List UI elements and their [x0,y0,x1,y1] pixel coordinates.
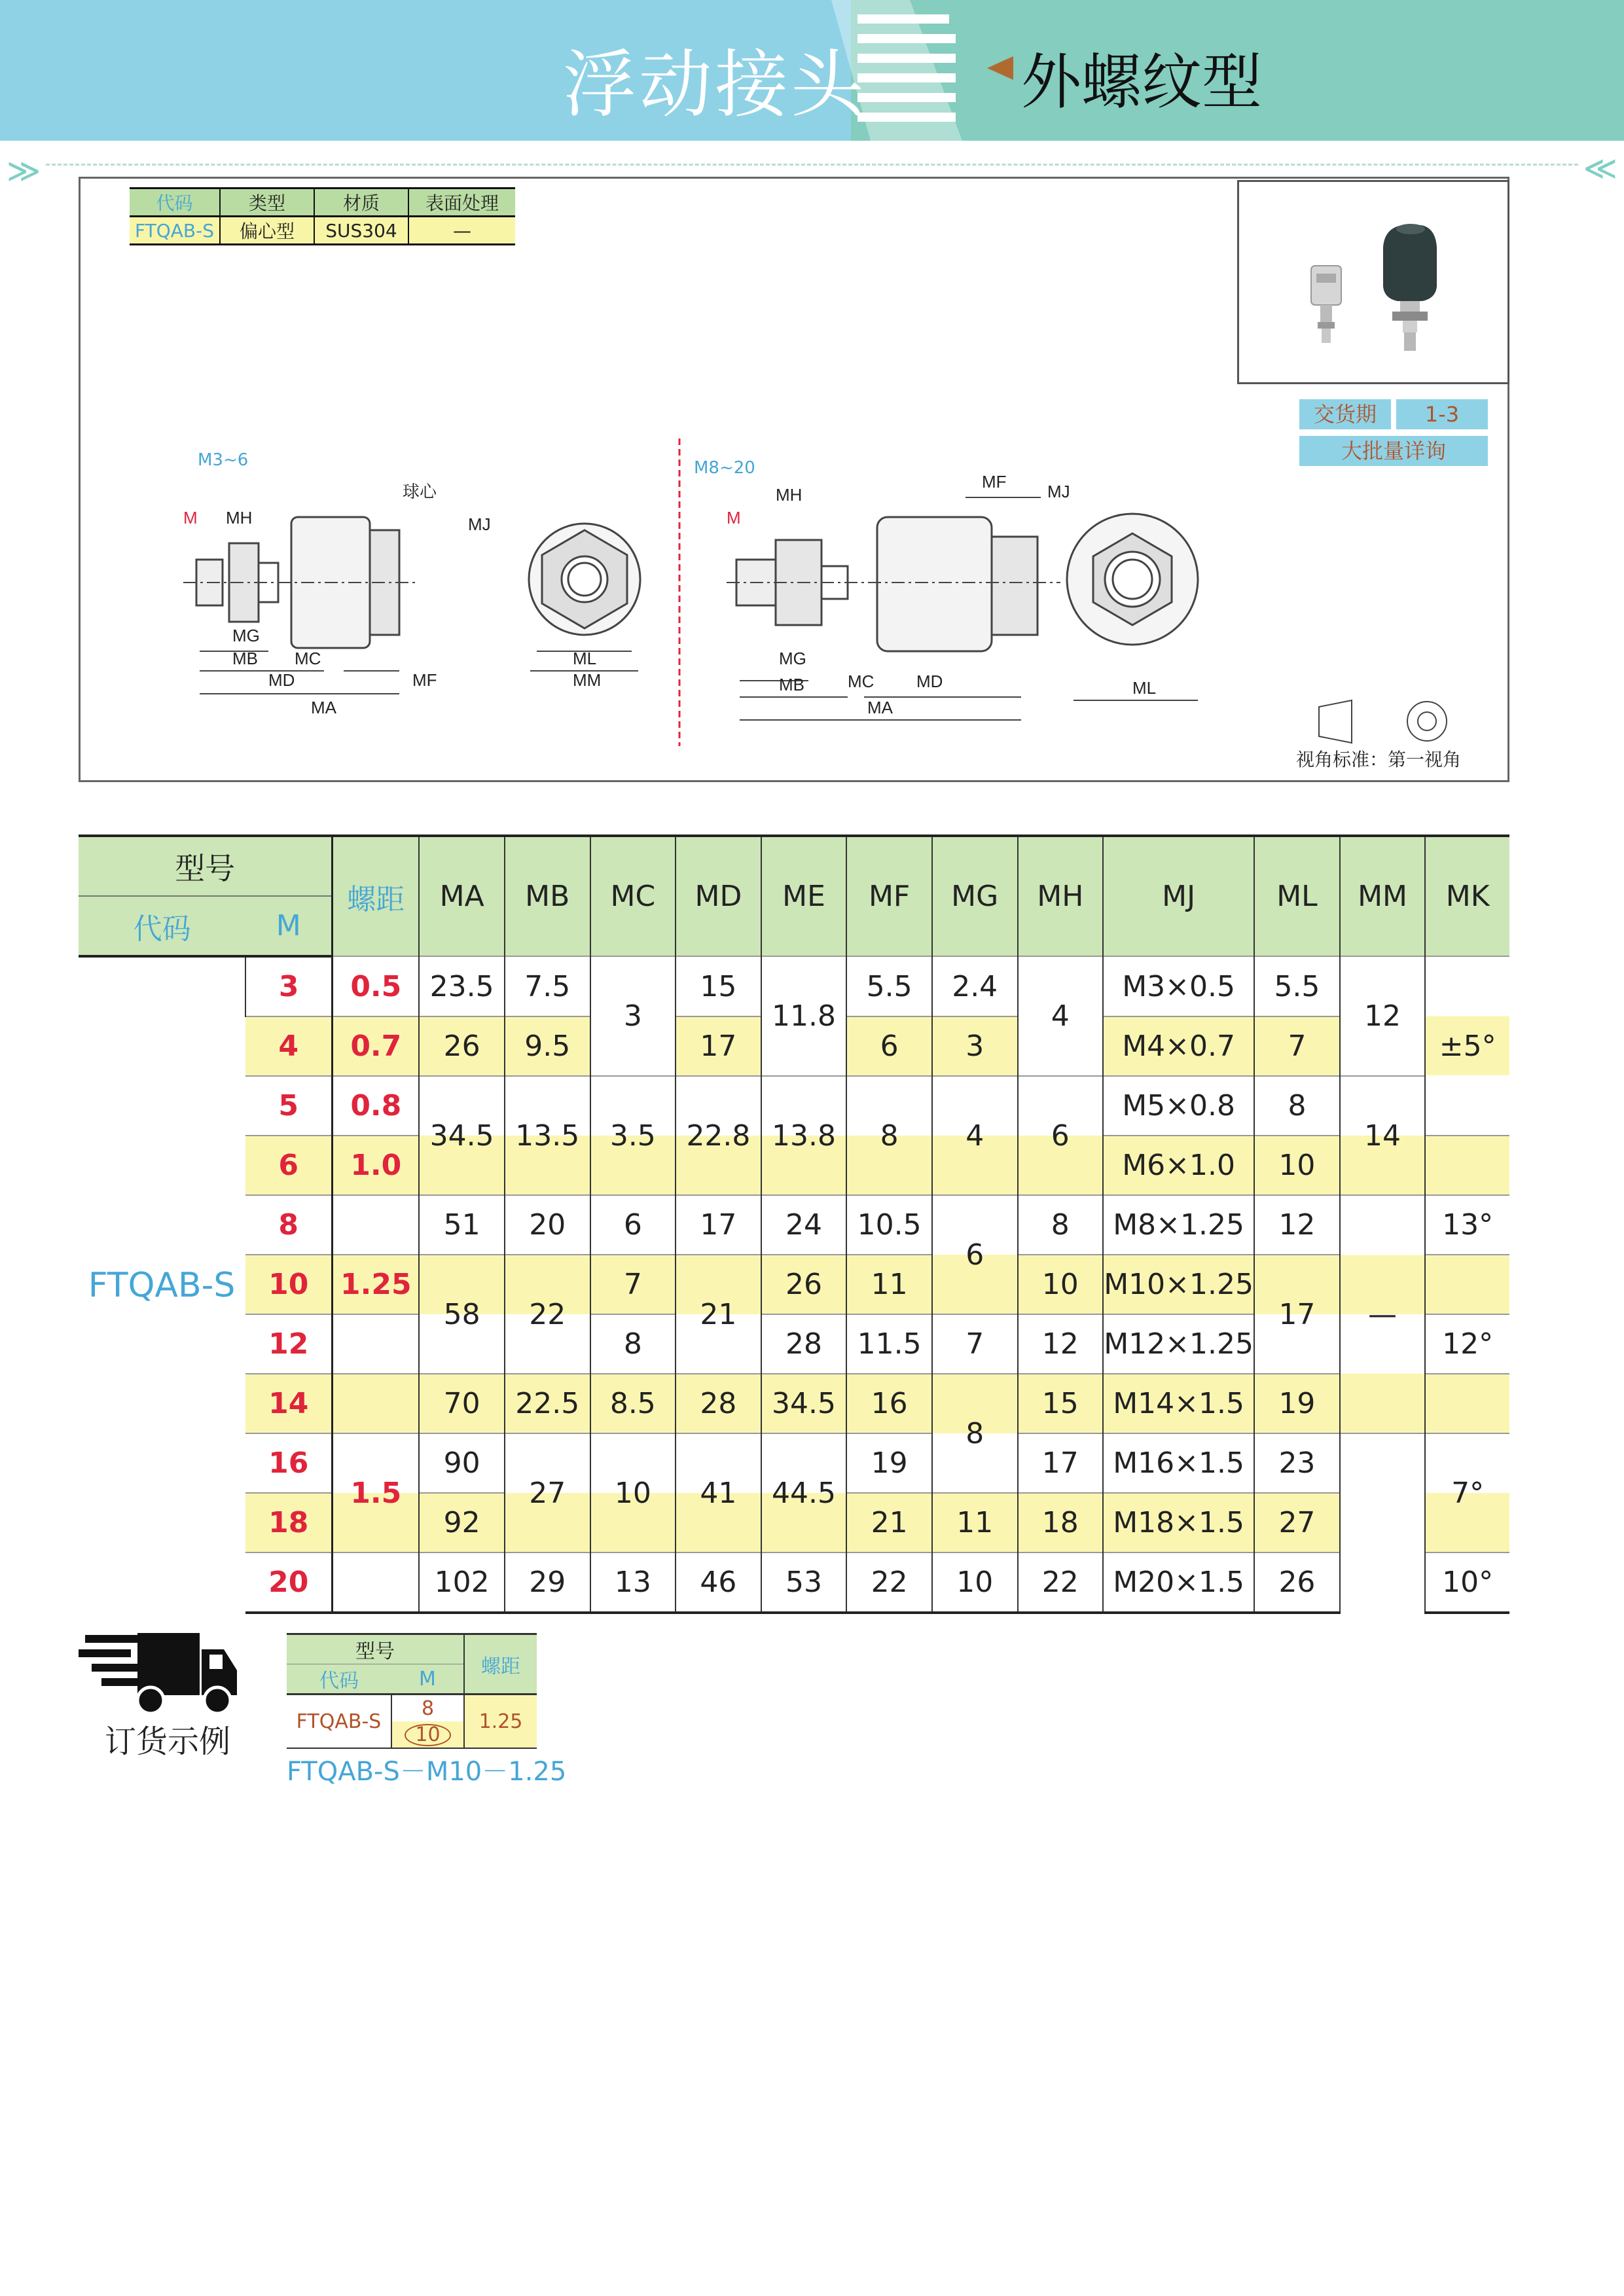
table-cell: 22.5 [505,1374,590,1433]
table-cell: 27 [1254,1493,1340,1552]
table-cell: 2.4 [932,956,1018,1016]
table-cell: 26 [419,1016,505,1076]
chevron-left-icon: ≪ [1583,149,1617,187]
table-cell: 8 [1254,1076,1340,1136]
page-title: 浮动接头 [563,43,867,128]
delivery-bulk: 大批量详询 [1299,436,1488,466]
range-label-large: M8~20 [694,458,755,478]
order-m-header: M [391,1664,464,1695]
header-col: MF [846,836,932,956]
table-cell: 3 [590,956,676,1076]
order-table [287,1633,537,1749]
table-cell: 22 [1018,1552,1104,1613]
m-cell: 8 [245,1195,333,1255]
table-cell [1425,1255,1509,1314]
dim-label: MD [268,670,295,690]
spec-value: 偏心型 [220,217,314,245]
header-col: MH [1018,836,1104,956]
range-label-small: M3~6 [198,450,249,470]
dim-label: M [183,508,198,528]
spec-value: SUS304 [314,217,408,245]
dim-label: MJ [1047,482,1070,501]
pitch-cell: 1.25 [333,1255,420,1314]
pitch-cell [333,1314,420,1374]
table-cell: — [1340,1195,1426,1433]
table-cell: 3 [932,1016,1018,1076]
dim-label: MH [226,508,253,528]
table-cell: 27 [505,1433,590,1552]
dim-label: M [727,508,741,528]
header-col: MB [505,836,590,956]
table-cell: 22.8 [676,1076,761,1195]
table-cell: 6 [1018,1076,1104,1195]
table-cell: 53 [761,1552,847,1613]
table-cell: 7 [590,1255,676,1314]
table-cell: 26 [761,1255,847,1314]
pitch-cell: 0.5 [333,956,420,1016]
table-cell: 4 [1018,956,1104,1076]
header-col: MM [1340,836,1426,956]
view-standard: 视角标准：第一视角 [1296,749,1462,770]
table-cell: 34.5 [761,1374,847,1433]
m-cell: 16 [245,1433,333,1493]
m-cell: 14 [245,1374,333,1433]
order-code-header: 代码 [287,1664,391,1695]
table-cell: 6 [846,1016,932,1076]
table-cell: 14 [1340,1076,1426,1195]
table-cell: M5×0.8 [1103,1076,1254,1136]
table-cell: 51 [419,1195,505,1255]
dim-label: MG [232,626,260,645]
table-cell: 92 [419,1493,505,1552]
dim-label: MJ [468,514,491,534]
pitch-cell [333,1374,420,1433]
page-subtitle: 外螺纹型 [1021,47,1263,117]
table-cell: 11.5 [846,1314,932,1374]
table-cell: 12 [1018,1314,1104,1374]
table-cell: 10 [932,1552,1018,1613]
table-cell: 44.5 [761,1433,847,1552]
table-cell: 13 [590,1552,676,1613]
table-cell: 6 [590,1195,676,1255]
spec-header: 代码 [130,188,220,217]
order-model: 型号 [287,1634,464,1664]
technical-drawing [79,177,1509,782]
header-col: ME [761,836,847,956]
dim-label: MH [776,485,803,505]
spec-header: 表面处理 [425,192,499,214]
m-cell: 12 [245,1314,333,1374]
dim-label: ML [573,649,597,668]
triangle-icon [987,56,1013,80]
table-cell: M4×0.7 [1103,1016,1254,1076]
table-cell: M16×1.5 [1103,1433,1254,1493]
table-cell: 23 [1254,1433,1340,1493]
table-cell [1340,1433,1426,1613]
table-cell: 12 [1340,956,1426,1076]
pitch-cell: 1.0 [333,1136,420,1195]
table-cell: M12×1.25 [1103,1314,1254,1374]
dim-label: 球心 [403,482,437,501]
table-cell: 20 [505,1195,590,1255]
table-cell: 26 [1254,1552,1340,1613]
pitch-cell: 0.7 [333,1016,420,1076]
header-model: 型号 [79,836,333,896]
order-pitch: 1.25 [464,1695,537,1749]
table-cell: 22 [505,1255,590,1374]
table-cell: 41 [676,1433,761,1552]
pitch-cell [333,1552,420,1613]
table-cell: 12 [1254,1195,1340,1255]
table-cell: 7 [932,1314,1018,1374]
table-cell: 3.5 [590,1076,676,1195]
table-cell: 15 [676,956,761,1016]
table-cell: 12° [1425,1314,1509,1374]
table-cell: 34.5 [419,1076,505,1195]
table-cell: 8 [932,1374,1018,1493]
dim-label: MF [412,670,437,690]
table-cell: M18×1.5 [1103,1493,1254,1552]
table-cell: ±5° [1425,956,1509,1136]
table-cell [1425,1374,1509,1433]
table-cell: 22 [846,1552,932,1613]
dim-label: MB [779,675,804,694]
table-cell: 21 [676,1255,761,1374]
order-code: FTQAB-S [287,1695,391,1749]
dim-label: MF [982,472,1007,492]
table-cell: 5.5 [846,956,932,1016]
table-cell: 23.5 [419,956,505,1016]
table-cell: 15 [1018,1374,1104,1433]
table-cell: 9.5 [505,1016,590,1076]
table-cell: 10° [1425,1552,1509,1613]
table-cell: 5.5 [1254,956,1340,1016]
table-cell: M14×1.5 [1103,1374,1254,1433]
table-cell: 10 [1254,1136,1340,1195]
order-pitch-header: 螺距 [464,1634,537,1695]
dim-label: ML [1132,678,1157,698]
table-cell: M3×0.5 [1103,956,1254,1016]
header-col: MA [419,836,505,956]
spec-header: 类型 [220,188,314,217]
table-cell: M8×1.25 [1103,1195,1254,1255]
table-cell: 90 [419,1433,505,1493]
spec-value: FTQAB-S [130,217,220,245]
pitch-cell [333,1195,420,1255]
header-col: MD [676,836,761,956]
table-cell: 7° [1425,1433,1509,1552]
table-cell: 6 [932,1195,1018,1314]
table-cell: 8 [590,1314,676,1374]
header-col: ML [1254,836,1340,956]
dim-label: MA [311,698,336,717]
table-cell: 11 [846,1255,932,1314]
header-code: 代码 [79,896,245,956]
table-cell: 7.5 [505,956,590,1016]
order-example-label: 订货示例 [105,1723,231,1760]
table-cell: 16 [846,1374,932,1433]
header-col: MJ [1103,836,1254,956]
table-cell: 21 [846,1493,932,1552]
header-col: MK [1425,836,1509,956]
header-col: MG [932,836,1018,956]
order-m1: 8 [391,1695,464,1722]
header-col: MC [590,836,676,956]
table-cell: 18 [1018,1493,1104,1552]
header-m: M [245,896,333,956]
table-cell: 46 [676,1552,761,1613]
table-cell: 10 [1018,1255,1104,1314]
table-cell: 58 [419,1255,505,1374]
chevron-right-icon: ≫ [7,152,41,190]
dim-label: MG [779,649,806,668]
m-cell: 10 [245,1255,333,1314]
spec-header: 材质 [314,188,408,217]
spec-dimension-table [79,834,1509,1614]
table-cell: M10×1.25 [1103,1255,1254,1314]
table-cell: 17 [676,1016,761,1076]
order-m2: 10 [405,1724,450,1746]
dim-label: MD [916,672,943,691]
pitch-cell: 0.8 [333,1076,420,1136]
table-cell: 11 [932,1493,1018,1552]
m-cell: 6 [245,1136,333,1195]
dim-label: MB [232,649,258,668]
truck-icon [79,1630,242,1718]
table-cell: 13.5 [505,1076,590,1195]
dim-label: MC [848,672,875,691]
table-cell: 28 [676,1374,761,1433]
table-cell: 10 [590,1433,676,1552]
m-cell: 20 [245,1552,333,1613]
table-cell [1425,1136,1509,1195]
delivery-days: 1-3 [1396,399,1488,429]
m-cell: 4 [245,1016,333,1076]
table-cell: 17 [1018,1433,1104,1493]
divider [46,164,1578,166]
table-cell: 10.5 [846,1195,932,1255]
table-cell: 17 [1254,1255,1340,1374]
delivery-label: 交货期 [1299,399,1391,429]
table-cell: 4 [932,1076,1018,1195]
table-cell: 19 [846,1433,932,1493]
spec-value: — [453,219,471,242]
table-cell: 11.8 [761,956,847,1076]
dim-label: MM [573,670,602,690]
table-cell: 8.5 [590,1374,676,1433]
table-cell: M20×1.5 [1103,1552,1254,1613]
table-cell: 8 [846,1076,932,1195]
table-cell: 17 [676,1195,761,1255]
table-cell: 102 [419,1552,505,1613]
table-cell: 24 [761,1195,847,1255]
order-example-code: FTQAB-S－M10－1.25 [287,1757,567,1787]
table-cell: 19 [1254,1374,1340,1433]
header-pitch: 螺距 [333,836,420,956]
m-cell: 3 [245,956,333,1016]
pitch-cell: 1.5 [333,1433,420,1552]
table-cell: 28 [761,1314,847,1374]
dim-label: MC [295,649,321,668]
table-cell: M6×1.0 [1103,1136,1254,1195]
table-cell: 7 [1254,1016,1340,1076]
table-cell: 13.8 [761,1076,847,1195]
order-m2-cell [391,1721,464,1748]
table-cell: 70 [419,1374,505,1433]
code-cell: FTQAB-S [88,1265,236,1305]
table-cell: 13° [1425,1195,1509,1255]
dim-label: MA [867,698,893,717]
table-cell: 29 [505,1552,590,1613]
m-cell: 18 [245,1493,333,1552]
table-cell: 8 [1018,1195,1104,1255]
m-cell: 5 [245,1076,333,1136]
